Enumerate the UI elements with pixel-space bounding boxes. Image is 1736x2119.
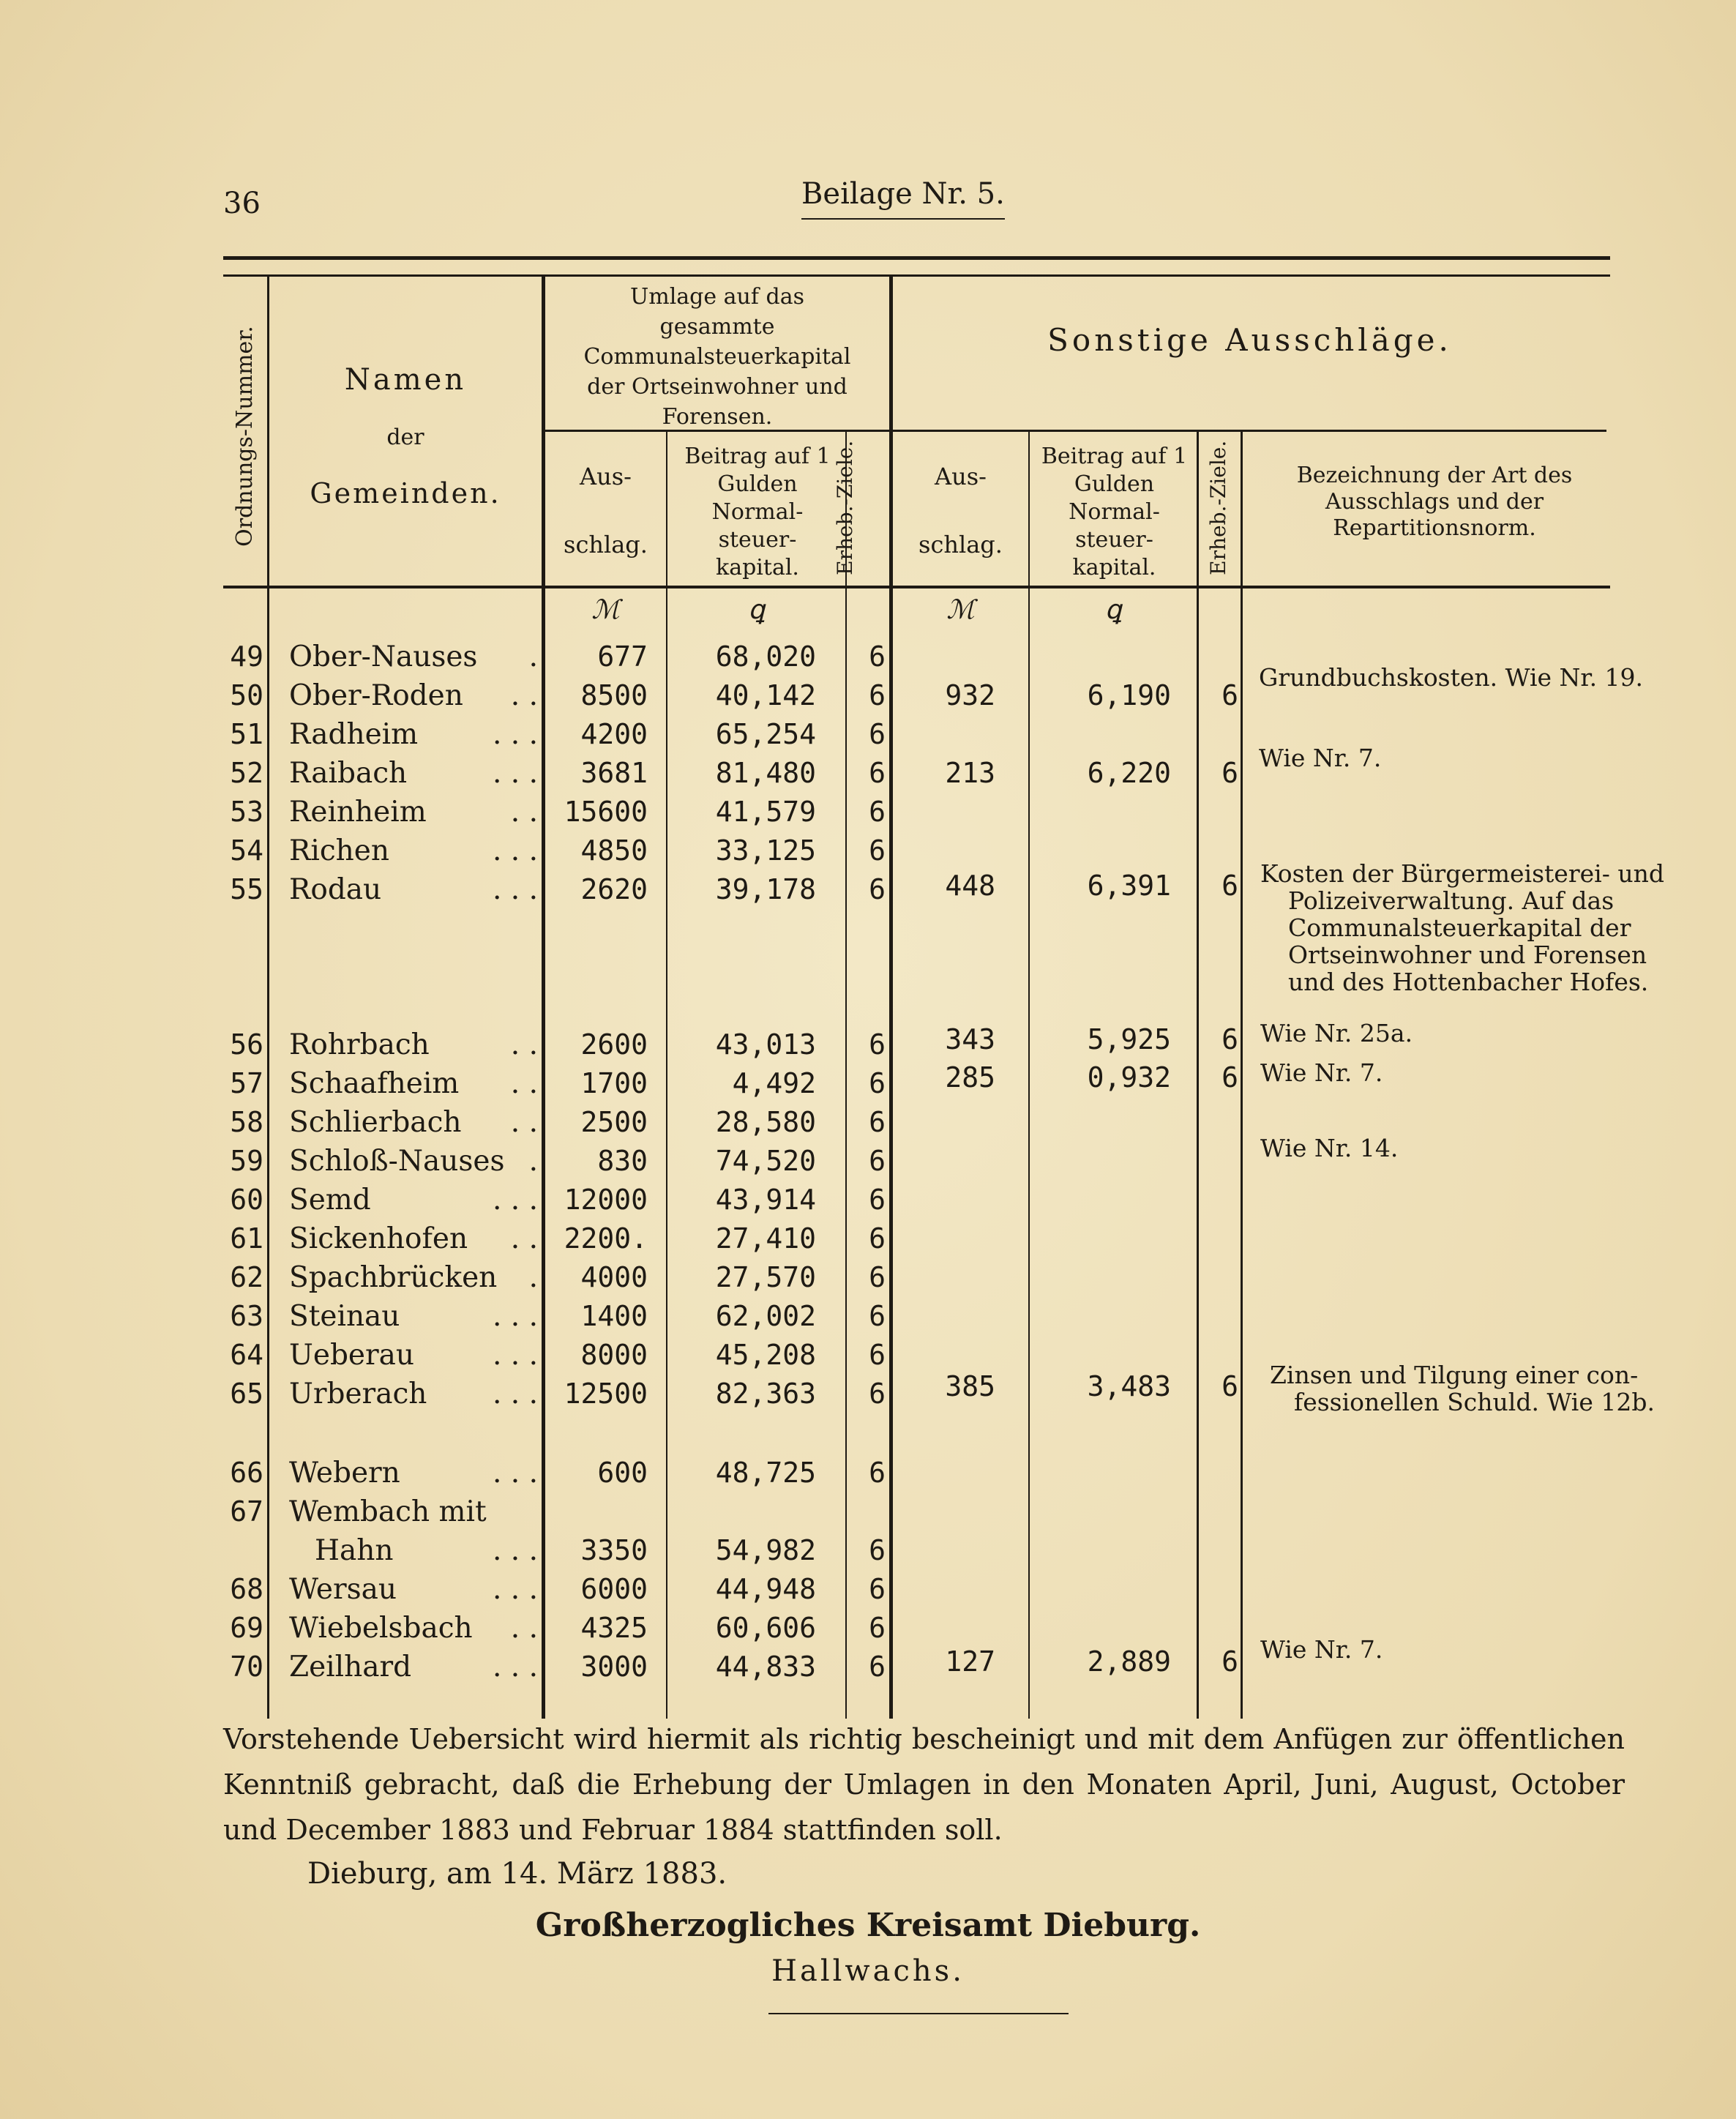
sonstige-ausschlag: 448 [945,870,995,902]
row-number: 56 [230,1028,263,1061]
leader-dots: . . [510,1106,538,1139]
header-ausschlag-1b: schlag. [564,531,648,558]
leader-dots: . . . [493,1534,538,1567]
umlage-beitrag: 82,363 [715,1378,816,1410]
page-number: 36 [223,187,261,220]
leader-dots: . . . [493,1651,538,1683]
note-row-65-line: Zinsen und Tilgung einer con- [1270,1361,1639,1389]
umlage-ausschlag: 12500 [564,1378,648,1410]
sonstige-ausschlag: 343 [945,1023,995,1055]
umlage-erheb-ziele: 6 [869,757,886,789]
row-number: 63 [230,1300,263,1332]
place-and-date: Dieburg, am 14. März 1883. [307,1857,727,1891]
row-number: 68 [230,1573,263,1605]
umlage-ausschlag: 2500 [580,1106,648,1138]
sonstige-ausschlag: 213 [945,757,995,789]
sonstige-beitrag: 3,483 [1087,1370,1171,1402]
table-top-rule-2 [223,274,1610,277]
community-name: Rodau [289,873,382,906]
community-name: Steinau [289,1300,400,1333]
row-number: 62 [230,1261,263,1293]
sonstige-erheb-ziele: 6 [1221,679,1238,711]
umlage-ausschlag: 2200. [564,1222,648,1255]
sonstige-erheb-ziele: 6 [1221,1370,1238,1402]
umlage-erheb-ziele: 6 [869,1028,886,1061]
umlage-erheb-ziele: 6 [869,1339,886,1371]
umlage-beitrag: 33,125 [715,834,816,867]
col-divider-5 [889,277,893,1719]
umlage-erheb-ziele: 6 [869,1300,886,1332]
community-name: Wembach mit [289,1495,487,1528]
leader-dots: . . . [493,1378,538,1410]
umlage-beitrag: 27,570 [715,1261,816,1293]
umlage-ausschlag: 3000 [580,1651,648,1683]
umlage-beitrag: 4,492 [732,1067,816,1099]
umlage-beitrag: 44,948 [715,1573,816,1605]
row-number: 57 [230,1067,263,1099]
sonstige-erheb-ziele: 6 [1221,1645,1238,1678]
community-name: Spachbrücken [289,1261,498,1294]
umlage-ausschlag: 600 [597,1457,648,1489]
row-number: 65 [230,1378,263,1410]
row-number: 66 [230,1457,263,1489]
row-number: 49 [230,640,263,673]
umlage-erheb-ziele: 6 [869,1573,886,1605]
row-number: 61 [230,1222,263,1255]
header-bezeichnung: Bezeichnung der Art des Ausschlags und der Repartitionsnorm. [1296,463,1573,541]
note-row-50: Grundbuchskosten. Wie Nr. 19. [1259,663,1644,692]
umlage-erheb-ziele: 6 [869,1067,886,1099]
sonstige-erheb-ziele: 6 [1221,1061,1238,1094]
umlage-beitrag: 39,178 [715,873,816,905]
umlage-ausschlag: 12000 [564,1184,648,1216]
certification-text: Vorstehende Uebersicht wird hiermit als richtig bescheinigt und mit dem Anfügen zur öffentlichen Kenntniß gebracht, daß die Erhebung der Umlagen in den Monaten April, Juni, August, October und December 1883 und Februar 1884 stattfinden soll. [223,1723,1625,1846]
header-beitrag-2: Beitrag auf 1 Gulden Normal-steuer-kapital. [1041,444,1188,580]
community-name: Radheim [289,718,419,751]
header-sonstige: Sonstige Ausschläge. [1047,322,1452,358]
umlage-ausschlag: 2620 [580,873,648,905]
note-row-52: Wie Nr. 7. [1259,744,1382,772]
signature-name: Hallwachs. [771,1954,965,1988]
community-name: Ober-Nauses [289,640,478,673]
header-beitrag-1: Beitrag auf 1 Gulden Normal-steuer-kapital. [684,444,831,580]
leader-dots: . . [510,1067,538,1100]
leader-dots: . . . [493,757,538,790]
note-row-55-line: Communalsteuerkapital der [1288,913,1631,942]
issuing-authority: Großherzogliches Kreisamt Dieburg. [535,1907,1201,1944]
leader-dots: . . . [493,1300,538,1333]
umlage-erheb-ziele: 6 [869,718,886,750]
umlage-beitrag: 60,606 [715,1612,816,1644]
umlage-ausschlag: 4325 [580,1612,648,1644]
umlage-erheb-ziele: 6 [869,1612,886,1644]
header-names-3: Gemeinden. [310,477,501,509]
page-title: Beilage Nr. 5. [801,177,1005,220]
community-name: Semd [289,1184,371,1217]
umlage-erheb-ziele: 6 [869,796,886,828]
header-ausschlag-2b: schlag. [918,531,1003,558]
community-name: Schloß-Nauses [289,1145,505,1178]
community-name: Webern [289,1457,400,1490]
community-name: Hahn [315,1534,394,1567]
note-row-55-line: Polizeiverwaltung. Auf das [1288,886,1615,915]
umlage-ausschlag: 3681 [580,757,648,789]
note-row-59: Wie Nr. 14. [1260,1134,1399,1162]
table-top-rule [223,256,1610,260]
umlage-beitrag: 27,410 [715,1222,816,1255]
community-name: Zeilhard [289,1651,412,1683]
umlage-ausschlag: 1400 [580,1300,648,1332]
sonstige-beitrag: 6,220 [1087,757,1171,789]
umlage-beitrag: 40,142 [715,679,816,711]
community-name: Sickenhofen [289,1222,468,1255]
umlage-ausschlag: 677 [597,640,648,673]
col-divider-8 [1241,432,1243,1719]
unit-pf-1: ꝗ [748,595,765,625]
leader-dots: . . [510,1028,538,1061]
community-name: Schlierbach [289,1106,462,1139]
community-name: Wiebelsbach [289,1612,473,1645]
row-number: 60 [230,1184,263,1216]
umlage-erheb-ziele: 6 [869,1534,886,1566]
umlage-ausschlag: 4000 [580,1261,648,1293]
leader-dots: . . . [493,718,538,751]
row-number: 70 [230,1651,263,1683]
row-number: 58 [230,1106,263,1138]
header-umlage: Umlage auf das gesammte Communalsteuerkapital der Ortseinwohner und Forensen. [583,284,851,430]
community-name: Urberach [289,1378,427,1410]
umlage-beitrag: 81,480 [715,757,816,789]
umlage-ausschlag: 6000 [580,1573,648,1605]
umlage-erheb-ziele: 6 [869,1106,886,1138]
sonstige-beitrag: 5,925 [1087,1023,1171,1055]
umlage-ausschlag: 1700 [580,1067,648,1099]
note-row-70: Wie Nr. 7. [1260,1635,1383,1664]
umlage-ausschlag: 830 [597,1145,648,1177]
umlage-beitrag: 45,208 [715,1339,816,1371]
leader-dots: . . . [493,1339,538,1372]
community-name: Reinheim [289,796,427,829]
leader-dots: . [528,1145,538,1178]
leader-dots: . [528,1261,538,1294]
umlage-erheb-ziele: 6 [869,640,886,673]
leader-dots: . . [510,1222,538,1255]
umlage-ausschlag: 8000 [580,1339,648,1371]
umlage-erheb-ziele: 6 [869,1378,886,1410]
row-number: 50 [230,679,263,711]
umlage-ausschlag: 2600 [580,1028,648,1061]
leader-dots: . . . [493,1573,538,1606]
umlage-erheb-ziele: 6 [869,1651,886,1683]
sonstige-ausschlag: 932 [945,679,995,711]
row-number: 51 [230,718,263,750]
sonstige-beitrag: 6,190 [1087,679,1171,711]
col-divider-2 [542,277,545,1719]
sonstige-ausschlag: 127 [945,1645,995,1678]
row-number: 55 [230,873,263,905]
umlage-beitrag: 54,982 [715,1534,816,1566]
leader-dots: . . . [493,1457,538,1490]
leader-dots: . . [510,796,538,829]
header-erheb-2: Erheb.-Ziele. [1206,440,1231,575]
community-name: Schaafheim [289,1067,460,1100]
leader-dots: . . [510,1612,538,1645]
community-name: Ueberau [289,1339,415,1372]
umlage-ausschlag: 3350 [580,1534,648,1566]
header-order-number: Ordnungs-Nummer. [232,326,258,547]
leader-dots: . . . [493,1184,538,1217]
umlage-erheb-ziele: 6 [869,873,886,905]
unit-pf-2: ꝗ [1104,595,1122,625]
community-name: Richen [289,834,389,867]
umlage-erheb-ziele: 6 [869,1222,886,1255]
umlage-beitrag: 43,914 [715,1184,816,1216]
umlage-beitrag: 28,580 [715,1106,816,1138]
header-names-2: der [386,425,424,450]
umlage-beitrag: 68,020 [715,640,816,673]
header-ausschlag-2a: Aus- [935,463,987,490]
row-number: 64 [230,1339,263,1371]
note-row-55-line: Ortseinwohner und Forensen [1288,941,1647,969]
umlage-beitrag: 43,013 [715,1028,816,1061]
umlage-erheb-ziele: 6 [869,1145,886,1177]
umlage-beitrag: 48,725 [715,1457,816,1489]
leader-dots: . [528,640,538,673]
umlage-erheb-ziele: 6 [869,1184,886,1216]
umlage-ausschlag: 15600 [564,796,648,828]
sonstige-beitrag: 2,889 [1087,1645,1171,1678]
umlage-beitrag: 44,833 [715,1651,816,1683]
sonstige-erheb-ziele: 6 [1221,757,1238,789]
row-number: 54 [230,834,263,867]
header-ausschlag-1a: Aus- [580,463,632,490]
sonstige-erheb-ziele: 6 [1221,870,1238,902]
note-row-57: Wie Nr. 7. [1260,1058,1383,1087]
note-row-55-line: und des Hottenbacher Hofes. [1288,968,1649,996]
community-name: Wersau [289,1573,397,1606]
community-name: Raibach [289,757,408,790]
umlage-beitrag: 62,002 [715,1300,816,1332]
note-row-65-line: fessionellen Schuld. Wie 12b. [1294,1388,1655,1416]
umlage-erheb-ziele: 6 [869,1457,886,1489]
community-name: Rohrbach [289,1028,430,1061]
row-number: 69 [230,1612,263,1644]
col-divider-4 [845,432,847,1719]
unit-mark-1: ℳ [591,595,620,625]
umlage-ausschlag: 4850 [580,834,648,867]
leader-dots: . . [510,679,538,712]
header-erheb-1: Erheb.-Ziele. [833,440,858,575]
umlage-erheb-ziele: 6 [869,1261,886,1293]
umlage-ausschlag: 8500 [580,679,648,711]
leader-dots: . . . [493,873,538,906]
sonstige-ausschlag: 285 [945,1061,995,1094]
umlage-ausschlag: 4200 [580,718,648,750]
row-number: 67 [230,1495,263,1528]
sonstige-ausschlag: 385 [945,1370,995,1402]
row-number: 59 [230,1145,263,1177]
umlage-beitrag: 65,254 [715,718,816,750]
community-name: Ober-Roden [289,679,463,712]
note-row-56: Wie Nr. 25a. [1260,1019,1413,1047]
sonstige-erheb-ziele: 6 [1221,1023,1238,1055]
unit-mark-2: ℳ [946,595,975,625]
sonstige-beitrag: 0,932 [1087,1061,1171,1094]
note-row-55-line: Kosten der Bürgermeisterei- und [1260,859,1664,888]
umlage-beitrag: 41,579 [715,796,816,828]
closing-rule [768,2013,1069,2014]
col-divider-7 [1197,432,1199,1719]
umlage-erheb-ziele: 6 [869,834,886,867]
row-number: 53 [230,796,263,828]
umlage-beitrag: 74,520 [715,1145,816,1177]
umlage-erheb-ziele: 6 [869,679,886,711]
header-names-1: Namen [344,363,467,397]
sonstige-beitrag: 6,391 [1087,870,1171,902]
header-bottom-rule [223,586,1610,588]
row-number: 52 [230,757,263,789]
leader-dots: . . . [493,834,538,867]
